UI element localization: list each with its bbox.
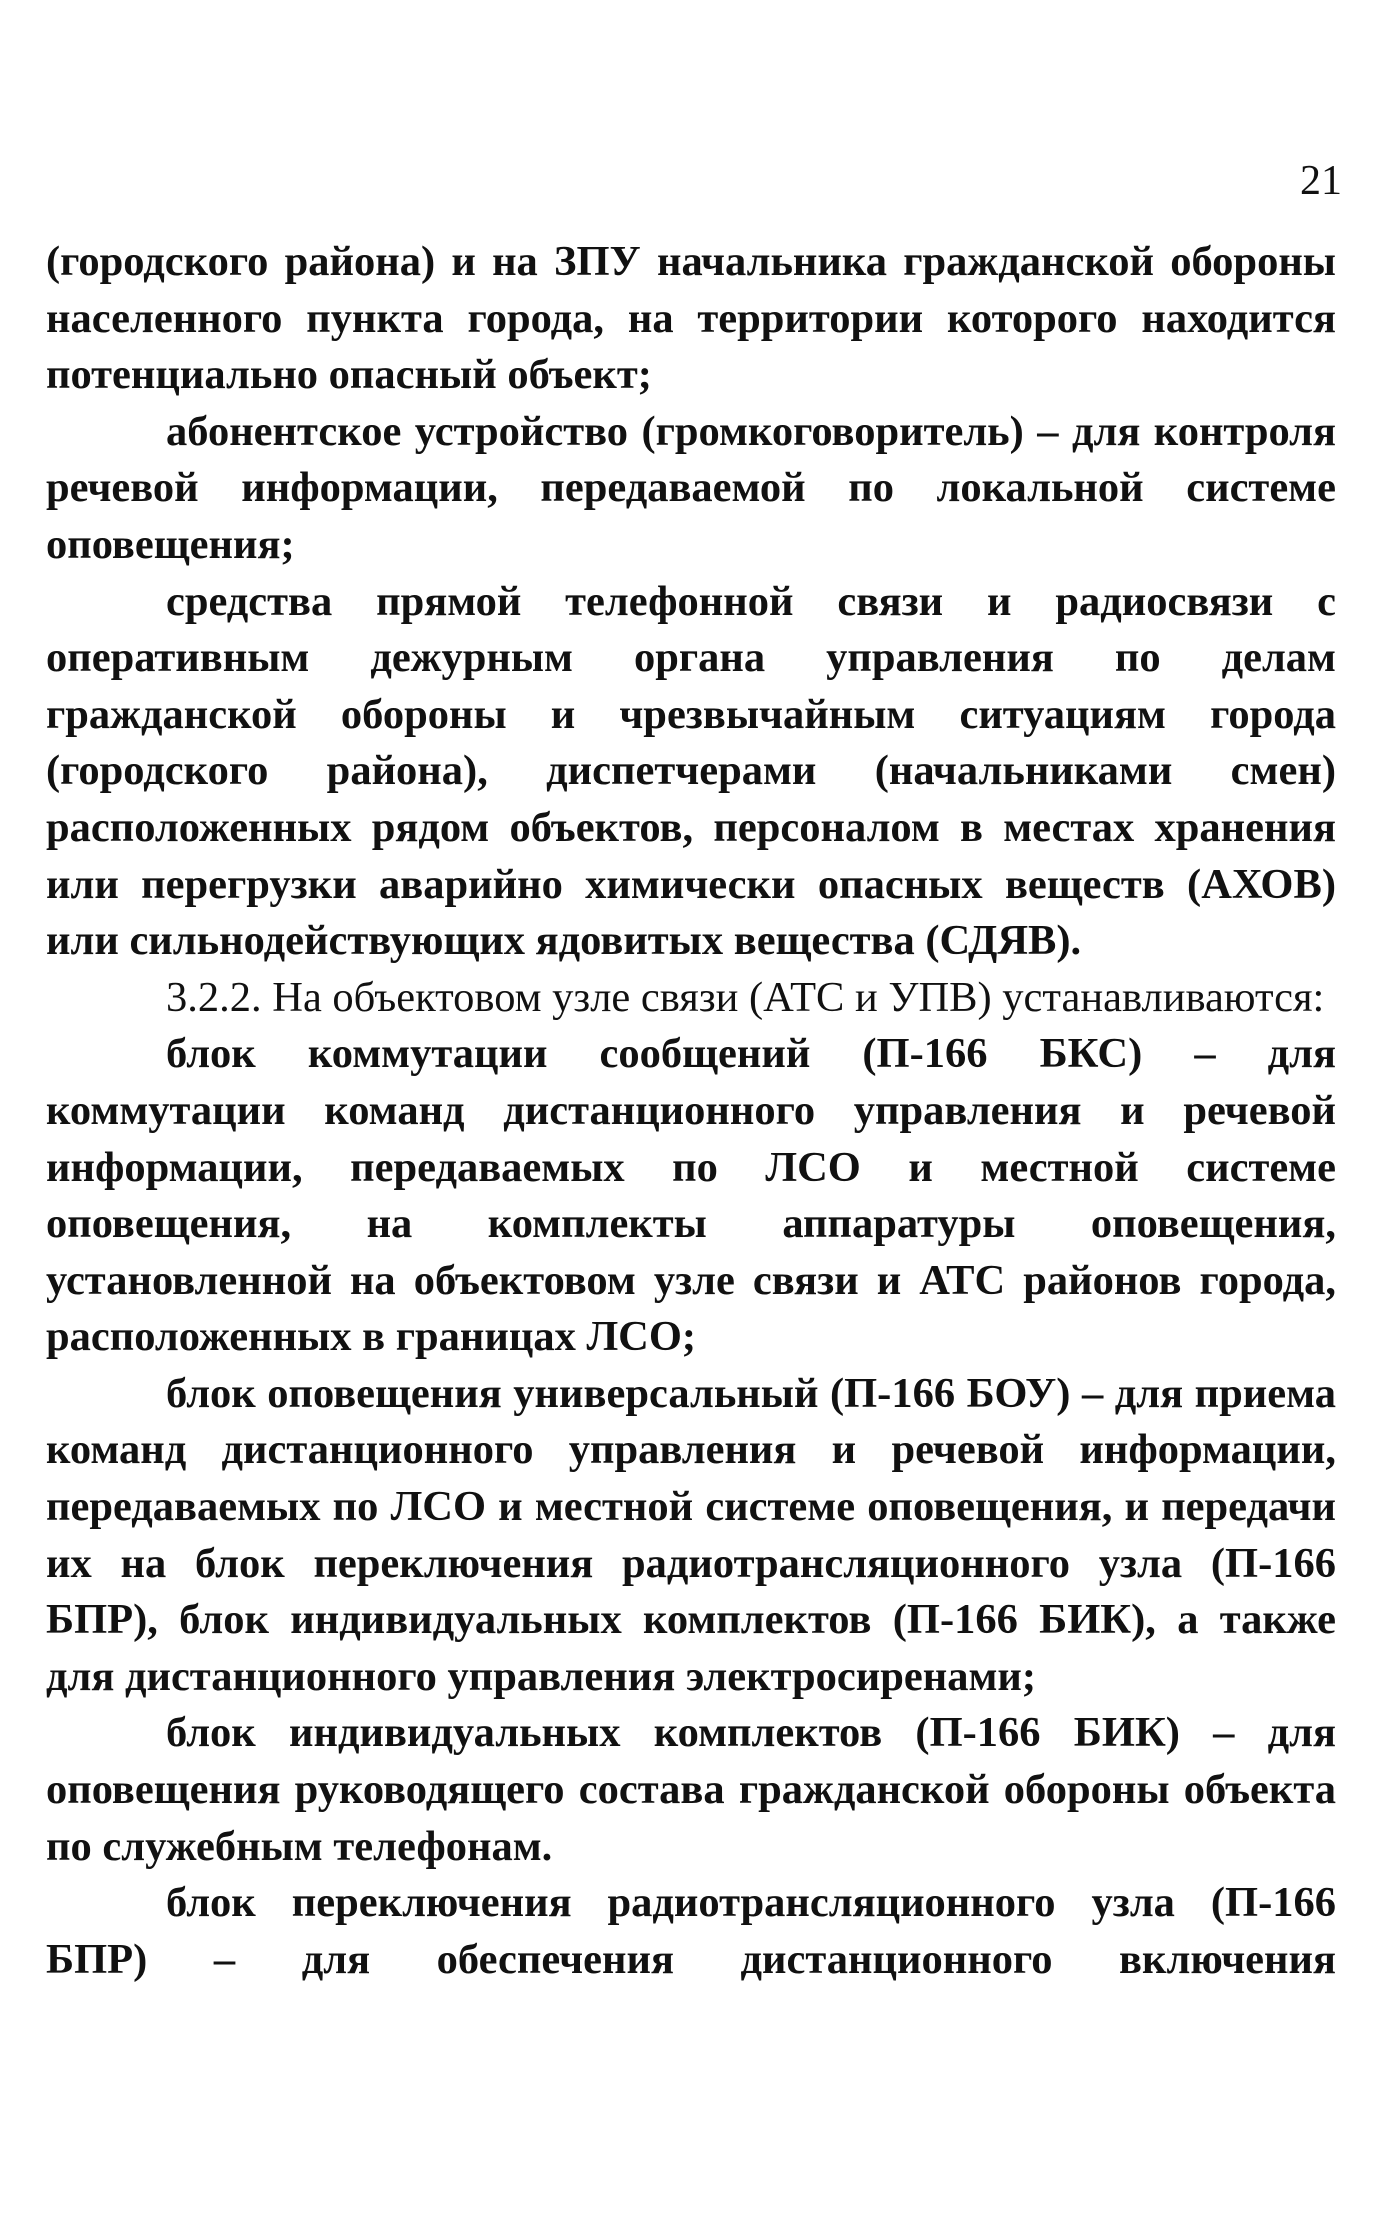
- paragraph-bou-block: блок оповещения универсальный (П-166 БОУ) – для приема команд дистанционного управления и речевой информации, передаваемых по ЛСО и местной системе оповещения, и передачи их на блок переключения радиотрансляционного узла (П-166 БПР), блок индивидуальных комплектов (П-166 БИК), а также для дистанционного управления электросиренами;: [46, 1369, 1336, 1700]
- paragraph-loudspeaker: абонентское устройство (громкоговоритель) – для контроля речевой информации, передаваемой по локальной системе оповещения;: [46, 407, 1336, 568]
- paragraph-bks-block: блок коммутации сообщений (П-166 БКС) – для коммутации команд дистанционного управления и речевой информации, передаваемых по ЛСО и местной системе оповещения, на комплекты аппаратуры оповещения, установленной на объектовом узле связи и АТС районов города, расположенных в границах ЛСО;: [46, 1030, 1336, 1361]
- paragraph-communication-means: средства прямой телефонной связи и радиосвязи с оперативным дежурным органа управления по делам гражданской обороны и чрезвычайным ситуациям города (городского района), диспетчерами (начальниками смен) расположенных рядом объектов, персоналом в местах хранения или перегрузки аварийно химически опасных веществ (АХОВ) или сильнодействующих ядовитых вещества (СДЯВ).: [46, 577, 1336, 965]
- paragraph-section-3-2-2: 3.2.2. На объектовом узле связи (АТС и УПВ) устанавливаются:: [166, 973, 1325, 1021]
- paragraph-bik-block: блок индивидуальных комплектов (П-166 БИК) – для оповещения руководящего состава гражданской обороны объекта по служебным телефонам.: [46, 1709, 1336, 1870]
- paragraph-bpr-block: блок переключения радиотрансляционного узла (П-166 БПР) – для обеспечения дистанционного включения: [46, 1879, 1336, 1983]
- body-text: [46, 234, 1336, 1988]
- page-number: 21: [1300, 158, 1342, 204]
- paragraph-continuation: (городского района) и на ЗПУ начальника гражданской обороны населенного пункта города, на территории которого находится потенциально опасный объект;: [46, 238, 1336, 399]
